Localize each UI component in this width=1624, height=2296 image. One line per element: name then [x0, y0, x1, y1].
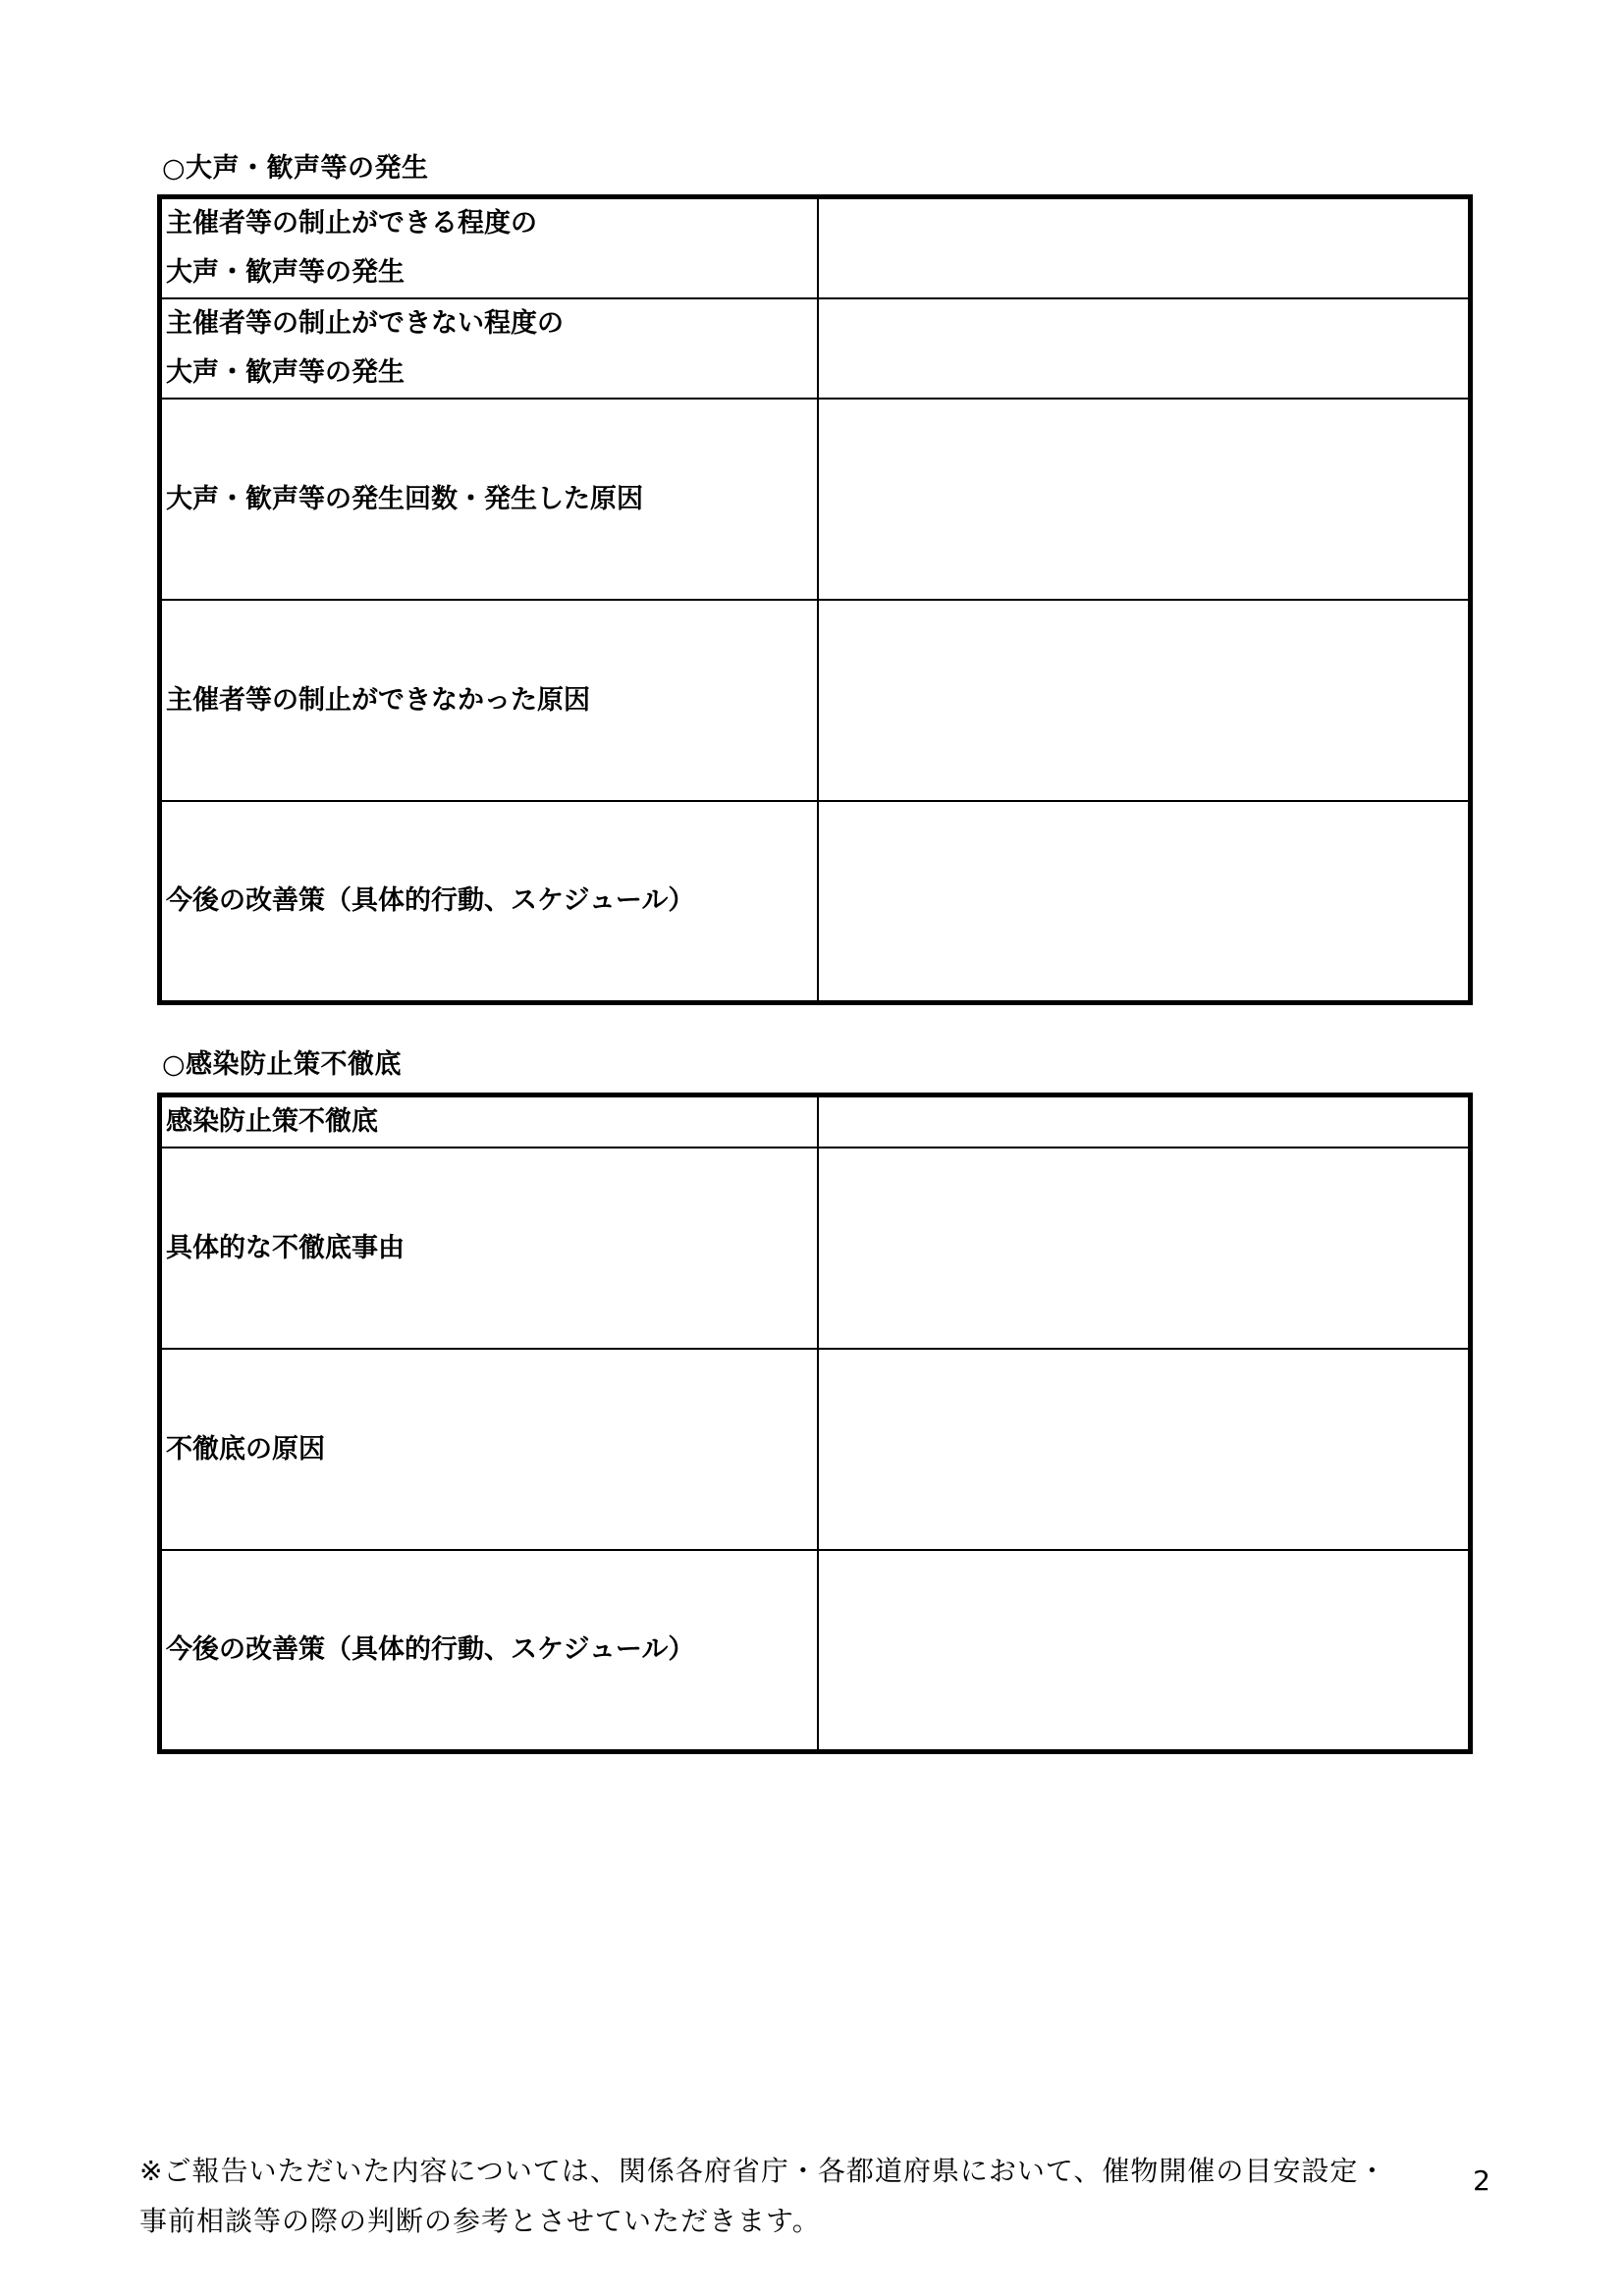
table-row [160, 600, 1471, 801]
row-value-field[interactable] [818, 600, 1471, 801]
row-label [160, 1349, 819, 1550]
row-label-line: 主催者等の制止ができる程度の [166, 208, 537, 239]
section-heading-loud-voices: ○大声・歓声等の発生 [162, 153, 429, 184]
table-row [160, 1095, 1471, 1148]
row-label-line: 大声・歓声等の発生 [166, 357, 405, 388]
row-label [160, 399, 819, 600]
row-label-line: 今後の改善策（具体的行動、スケジュール） [166, 1633, 695, 1665]
row-value-field[interactable] [818, 1550, 1471, 1751]
table-row [160, 1349, 1471, 1550]
section-heading-infection-prevention: ○感染防止策不徹底 [162, 1049, 403, 1080]
infection-prevention-table [157, 1093, 1473, 1754]
row-label-line: 主催者等の制止ができない程度の [166, 308, 564, 339]
loud-voices-table [157, 194, 1473, 1005]
row-label-line: 感染防止策不徹底 [166, 1106, 378, 1137]
row-value-field[interactable] [818, 298, 1471, 399]
row-value-field[interactable] [818, 399, 1471, 600]
row-label [160, 1550, 819, 1751]
table-row [160, 197, 1471, 299]
row-label [160, 1148, 819, 1349]
table-row [160, 1550, 1471, 1751]
row-value-field[interactable] [818, 801, 1471, 1002]
table-row [160, 1148, 1471, 1349]
row-value-field[interactable] [818, 1148, 1471, 1349]
row-value-field[interactable] [818, 197, 1471, 299]
row-label [160, 298, 819, 399]
row-label [160, 1095, 819, 1148]
page-number: 2 [1473, 2164, 1490, 2197]
footer-note [139, 2146, 1494, 2246]
row-label-line: 今後の改善策（具体的行動、スケジュール） [166, 884, 695, 916]
table-row [160, 399, 1471, 600]
row-value-field[interactable] [818, 1349, 1471, 1550]
row-label-line: 大声・歓声等の発生回数・発生した原因 [166, 483, 643, 514]
row-label-line: 具体的な不徹底事由 [166, 1232, 405, 1263]
footer-note-line: ※ご報告いただいた内容については、関係各府省庁・各都道府県において、催物開催の目安設定・ [139, 2155, 1387, 2187]
row-label [160, 197, 819, 299]
row-label-line: 主催者等の制止ができなかった原因 [166, 684, 590, 716]
table-row [160, 801, 1471, 1002]
table-row [160, 298, 1471, 399]
footer-note-line: 事前相談等の際の判断の参考とさせていただきます。 [139, 2205, 821, 2237]
row-label-line: 大声・歓声等の発生 [166, 257, 405, 288]
row-label [160, 600, 819, 801]
row-label-line: 不徹底の原因 [166, 1433, 325, 1465]
row-label [160, 801, 819, 1002]
row-value-field[interactable] [818, 1095, 1471, 1148]
